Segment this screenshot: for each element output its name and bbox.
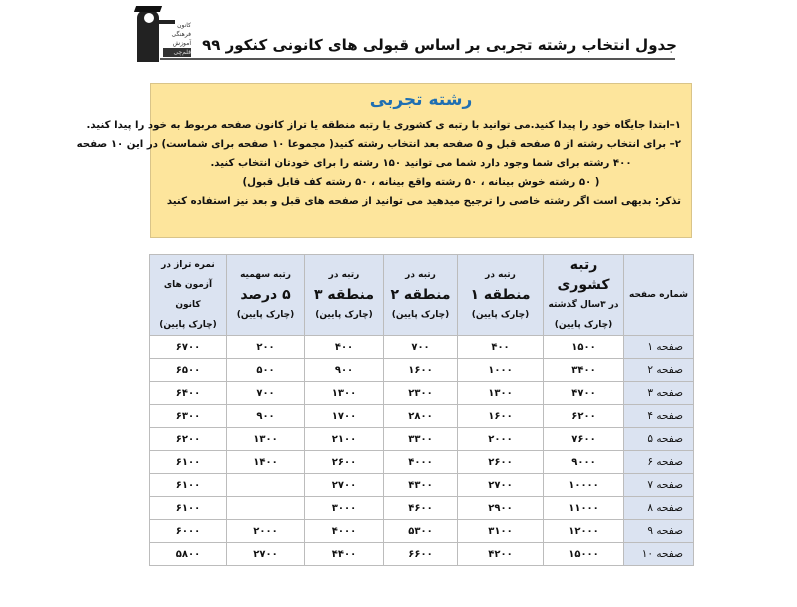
quota-cell: ۱۳۰۰ [227,428,305,451]
logo-line: کانون [177,22,191,29]
region-3-cell: ۴۴۰۰ [305,543,384,566]
column-header-region-1: رتبه در منطقه ۱ (چارک پایین) [458,255,544,336]
instructions-box [76,83,692,238]
page-cell: صفحه ۸ [624,497,694,520]
page-cell: صفحه ۲ [624,359,694,382]
region-1-cell: ۴۰۰ [458,336,544,359]
table-row [150,451,694,474]
table-row [150,497,694,520]
region-2-cell: ۴۶۰۰ [384,497,458,520]
column-header-region-3: رتبه در منطقه ۳ (چارک پایین) [305,255,384,336]
logo-text [163,21,191,57]
region-3-cell: ۴۰۰۰ [305,520,384,543]
score-cell: ۶۱۰۰ [150,451,227,474]
score-cell: ۶۵۰۰ [150,359,227,382]
region-3-cell: ۱۳۰۰ [305,382,384,405]
national-rank-cell: ۹۰۰۰ [544,451,624,474]
table-row [150,543,694,566]
region-2-cell: ۱۶۰۰ [384,359,458,382]
page-cell: صفحه ۹ [624,520,694,543]
table-row [150,474,694,497]
page-cell: صفحه ۱ [624,336,694,359]
quota-cell: ۲۷۰۰ [227,543,305,566]
national-rank-cell: ۱۵۰۰ [544,336,624,359]
instruction-line: ( ۵۰ رشته خوش بینانه ، ۵۰ رشته واقع بینانه ، ۵۰ رشته کف قابل قبول) [242,177,600,188]
column-header-quota-5pct: رتبه سهمیه ۵ درصد (چارک پایین) [227,255,305,336]
region-2-cell: ۴۳۰۰ [384,474,458,497]
region-3-cell: ۳۰۰۰ [305,497,384,520]
region-1-cell: ۳۱۰۰ [458,520,544,543]
region-3-cell: ۲۱۰۰ [305,428,384,451]
instruction-line: ۲– برای انتخاب رشته از ۵ صفحه قبل و ۵ صفحه بعد انتخاب رشته کنید( مجموعا ۱۰ صفحه برای شماست) در این ۱۰ صفحه [76,139,681,150]
logo-line: آموزش [172,40,191,47]
national-rank-cell: ۱۰۰۰۰ [544,474,624,497]
national-rank-cell: ۴۷۰۰ [544,382,624,405]
national-rank-cell: ۱۵۰۰۰ [544,543,624,566]
table-row [150,520,694,543]
region-1-cell: ۲۹۰۰ [458,497,544,520]
region-1-cell: ۲۷۰۰ [458,474,544,497]
quota-cell: ۱۴۰۰ [227,451,305,474]
title-divider [160,58,675,60]
score-cell: ۵۸۰۰ [150,543,227,566]
table-header-row [150,255,694,336]
table-row [150,359,694,382]
column-header-page: شماره صفحه [624,255,694,336]
table-row [150,336,694,359]
page-cell: صفحه ۵ [624,428,694,451]
region-1-cell: ۱۳۰۰ [458,382,544,405]
ranking-table [149,254,694,566]
national-rank-cell: ۶۲۰۰ [544,405,624,428]
region-2-cell: ۷۰۰ [384,336,458,359]
table-row [150,428,694,451]
region-3-cell: ۹۰۰ [305,359,384,382]
column-header-kanoon-score: نمره تراز در آزمون های کانون (چارک پایین) [150,255,227,336]
quota-cell: ۷۰۰ [227,382,305,405]
region-3-cell: ۴۰۰ [305,336,384,359]
score-cell: ۶۱۰۰ [150,474,227,497]
logo-line: قلم‌چی [163,48,191,57]
quota-cell [227,497,305,520]
page-cell: صفحه ۴ [624,405,694,428]
page-title: جدول انتخاب رشته تجربی بر اساس قبولی های کانونی کنکور ۹۹ [202,36,677,54]
national-rank-cell: ۱۱۰۰۰ [544,497,624,520]
region-1-cell: ۱۰۰۰ [458,359,544,382]
instruction-line: ۴۰۰ رشته برای شما وجود دارد شما می توانید ۱۵۰ رشته را برای خودتان انتخاب کنید. [210,158,632,169]
column-header-national-rank: رتبه کشوری در ۳سال گذشته (چارک پایین) [544,255,624,336]
region-1-cell: ۱۶۰۰ [458,405,544,428]
quota-cell: ۹۰۰ [227,405,305,428]
national-rank-cell: ۱۲۰۰۰ [544,520,624,543]
page-cell: صفحه ۶ [624,451,694,474]
quota-cell [227,474,305,497]
score-cell: ۶۲۰۰ [150,428,227,451]
page-cell: صفحه ۱۰ [624,543,694,566]
region-2-cell: ۶۶۰۰ [384,543,458,566]
region-2-cell: ۳۳۰۰ [384,428,458,451]
column-header-region-2: رتبه در منطقه ۲ (چارک پایین) [384,255,458,336]
region-3-cell: ۱۷۰۰ [305,405,384,428]
table-row [150,382,694,405]
page-cell: صفحه ۳ [624,382,694,405]
page-cell: صفحه ۷ [624,474,694,497]
table-row [150,405,694,428]
quota-cell: ۲۰۰۰ [227,520,305,543]
national-rank-cell: ۳۴۰۰ [544,359,624,382]
region-1-cell: ۴۲۰۰ [458,543,544,566]
region-1-cell: ۲۶۰۰ [458,451,544,474]
region-1-cell: ۲۰۰۰ [458,428,544,451]
instruction-note: تذکر: بدیهی است اگر رشته خاصی را ترجیح میدهید می توانید از صفحه های قبل و بعد نیز استفاده کنید [166,196,681,207]
region-3-cell: ۲۶۰۰ [305,451,384,474]
instruction-line: ۱–ابتدا جایگاه خود را پیدا کنید.می توانید با رتبه ی کشوری یا رتبه منطقه یا تراز کانون صفحه مربوط به خود را پیدا کنید. [86,120,681,131]
score-cell: ۶۷۰۰ [150,336,227,359]
figure-head [143,12,155,24]
region-2-cell: ۲۳۰۰ [384,382,458,405]
region-3-cell: ۲۷۰۰ [305,474,384,497]
region-2-cell: ۵۳۰۰ [384,520,458,543]
region-2-cell: ۴۰۰۰ [384,451,458,474]
score-cell: ۶۳۰۰ [150,405,227,428]
score-cell: ۶۱۰۰ [150,497,227,520]
quota-cell: ۵۰۰ [227,359,305,382]
score-cell: ۶۴۰۰ [150,382,227,405]
quota-cell: ۲۰۰ [227,336,305,359]
region-2-cell: ۲۸۰۰ [384,405,458,428]
score-cell: ۶۰۰۰ [150,520,227,543]
national-rank-cell: ۷۶۰۰ [544,428,624,451]
instructions-heading: رشته تجربی [369,90,473,110]
kanoon-logo [133,4,191,62]
logo-line: فرهنگی [171,31,191,38]
